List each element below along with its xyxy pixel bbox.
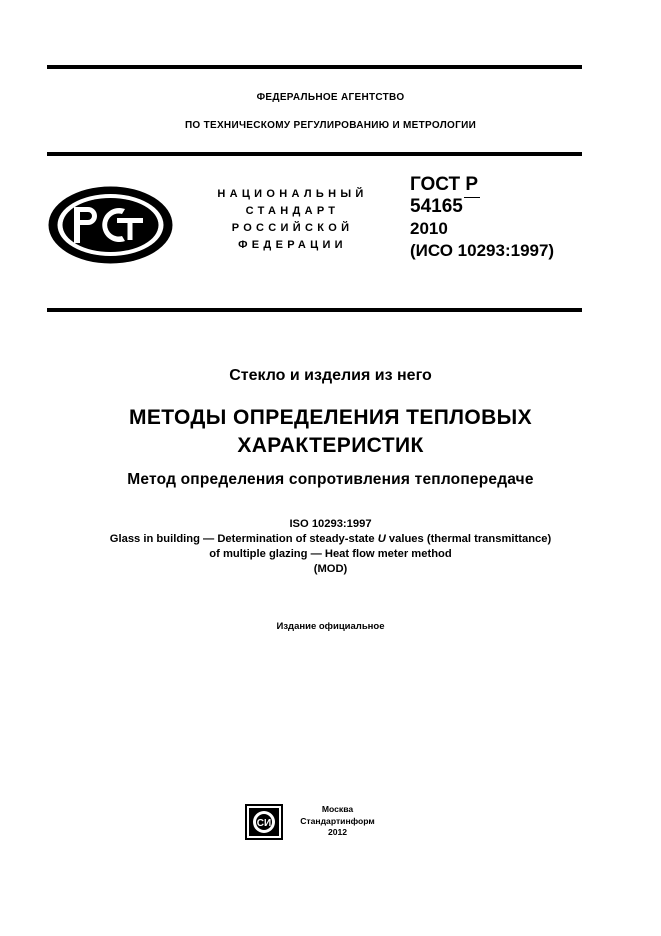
iso-modification: (MOD) (313, 563, 348, 575)
standard-label-line-2: СТАНДАРТ (245, 205, 340, 217)
header-rule (47, 152, 582, 156)
designation-dash (464, 197, 480, 199)
publisher-block (245, 804, 405, 844)
designation-number: 54165 (410, 196, 463, 217)
designation-line-2-wrap (410, 196, 590, 218)
main-heading-line-1: МЕТОДЫ ОПРЕДЕЛЕНИЯ ТЕПЛОВЫХ (128, 406, 533, 429)
publisher-logo-letters: СИ (256, 818, 272, 829)
standard-label-line-3: РОССИЙСКОЙ (231, 222, 354, 234)
standard-label-line-1: НАЦИОНАЛЬНЫЙ (217, 188, 368, 200)
standard-label-line-4: ФЕДЕРАЦИИ (238, 239, 347, 251)
main-heading (0, 404, 661, 460)
standard-designation (410, 174, 590, 262)
rst-logo-icon (47, 185, 174, 265)
iso-title-italic-u: U (377, 533, 386, 545)
iso-title-part-1: Glass in building — Determination of steady-state (109, 533, 378, 545)
section-rule (47, 308, 582, 312)
subtitle: Метод определения сопротивления теплопередаче (127, 471, 534, 488)
iso-title-part-2: values (thermal transmittance) (385, 533, 552, 545)
iso-reference (0, 517, 661, 577)
product-group-title: Стекло и изделия из него (229, 367, 432, 384)
standartinform-logo-icon (245, 804, 283, 840)
iso-code: ISO 10293:1997 (289, 518, 372, 530)
designation-line-1: ГОСТ Р (410, 174, 479, 195)
publication-year: 2012 (327, 827, 348, 837)
designation-year: 2010 (410, 219, 448, 238)
publisher-name: Стандартинформ (300, 815, 375, 826)
iso-english-title-line-1 (0, 532, 661, 547)
national-standard-label (205, 186, 380, 254)
agency-line-1: ФЕДЕРАЛЬНОЕ АГЕНТСТВО (256, 92, 405, 103)
publisher-city: Москва (321, 804, 354, 814)
main-heading-line-2: ХАРАКТЕРИСТИК (237, 434, 424, 457)
top-rule (47, 65, 582, 69)
agency-line-2: ПО ТЕХНИЧЕСКОМУ РЕГУЛИРОВАНИЮ И МЕТРОЛОГИИ (184, 120, 477, 131)
designation-iso: (ИСО 10293:1997) (410, 241, 555, 260)
publisher-info (295, 804, 380, 839)
iso-english-title-line-2: of multiple glazing — Heat flow meter method (209, 548, 452, 560)
official-edition-label: Издание официальное (276, 621, 385, 632)
